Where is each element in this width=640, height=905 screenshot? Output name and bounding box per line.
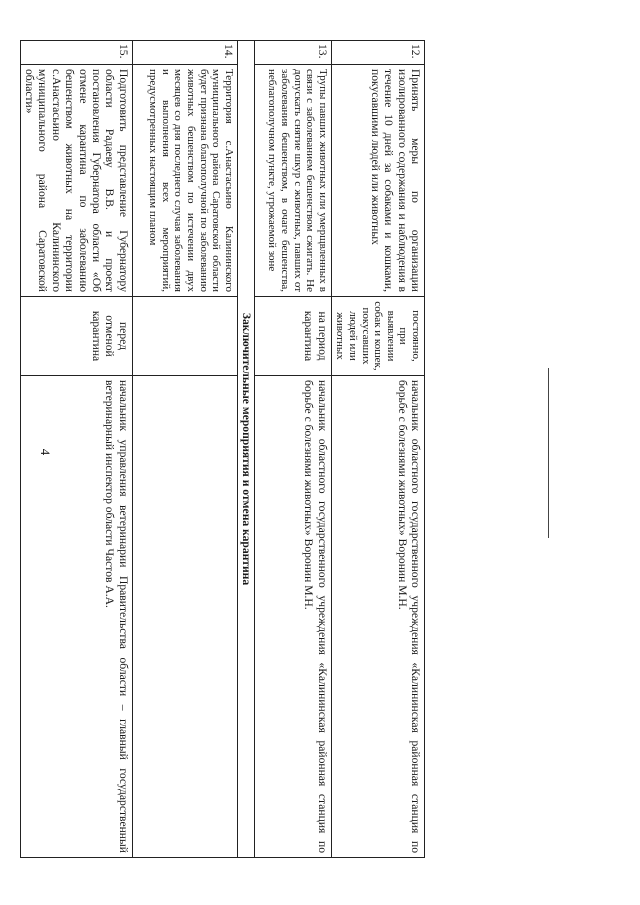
row-number: 13. (254, 41, 331, 65)
section-heading-row (237, 41, 254, 858)
table-row (132, 41, 237, 858)
table-row (331, 41, 424, 858)
table-row (20, 41, 132, 858)
measure-text: Подготовить представление Губернатору области Радаеву В.В. и проект постановления Губернатора области «Об отмене карантина по заболеванию бешенством животных на территории с.Анастасьино Калининского муниципального района Саратовской области» (20, 65, 132, 297)
measure-text: Трупы павших животных или умерщвленных в связи с заболеванием бешенством сжигать. Не допускать снятие шкур с животных, павших от заболевания бешенством, в очаге бешенства, неблагополучном пункте, угрожаемой зоне (254, 65, 331, 297)
measure-text: Территория с.Анастасьино Калининского муниципального района Саратовской области будет признана благополучной по заболеванию животных бешенством по истечении двух месяцев со дня последнего случая заболевания и выполнения всех мероприятий, предусмотренных настоящим планом (132, 65, 237, 297)
plan-table (20, 40, 425, 858)
term-text: постоянно, при выявлении собак и кошек, покусавших людей или животных (331, 297, 424, 376)
term-text: перед отменой карантина (20, 297, 132, 376)
measure-text: Принять меры по организации изолированного содержания и наблюдения в течение 10 дней за собаками и кошками, покусавшими людей или животных (331, 65, 424, 297)
term-text: на период карантина (254, 297, 331, 376)
document-body (23, 40, 425, 858)
table-row (254, 41, 331, 858)
footer-line (548, 368, 549, 538)
responsible-text: начальник областного государственного учреждения «Калининская районная станция по борьбе с болезнями животных» Воронин М.Н. (254, 376, 331, 858)
row-number: 15. (20, 41, 132, 65)
term-text (132, 297, 237, 376)
row-number: 14. (132, 41, 237, 65)
responsible-text: начальник управления ветеринарии Правительства области – главный государственный ветеринарный инспектор области Частов А.А. (20, 376, 132, 858)
page-number: 4 (38, 448, 53, 456)
responsible-text (132, 376, 237, 858)
responsible-text: начальник областного государственного учреждения «Калининская районная станция по борьбе с болезнями животных» Воронин М.Н. (331, 376, 424, 858)
section-heading: Заключительные мероприятия и отмена карантина (237, 41, 254, 858)
row-number: 12. (331, 41, 424, 65)
